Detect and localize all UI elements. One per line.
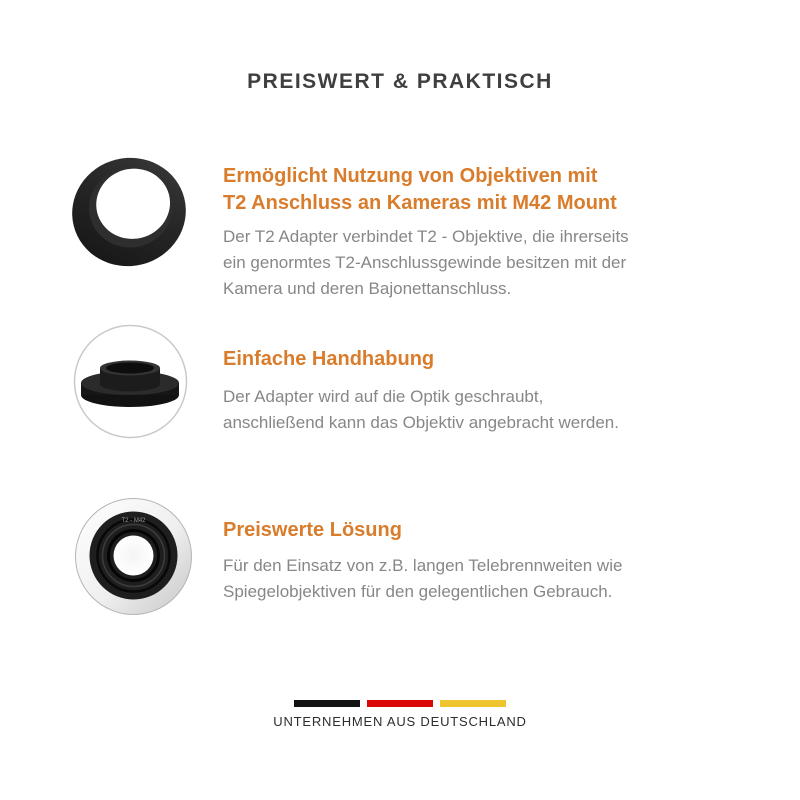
flag-bar-black xyxy=(294,700,360,707)
adapter-side-profile-photo xyxy=(73,324,188,439)
flag-bar-red xyxy=(367,700,433,707)
section-3-heading xyxy=(223,517,743,544)
section-body-line: Der Adapter wird auf die Optik geschraubt, xyxy=(223,387,544,406)
adapter-ring-angled-icon xyxy=(68,153,190,271)
adapter-front-view-photo xyxy=(75,498,192,615)
section-heading-line: T2 Anschluss an Kameras mit M42 Mount xyxy=(223,192,617,214)
section-1-heading xyxy=(223,163,743,217)
adapter-engraving-label: T2 - M42 xyxy=(121,518,146,524)
section-heading-line: Ermöglicht Nutzung von Objektiven mit xyxy=(223,165,598,187)
section-heading-line: Einfache Handhabung xyxy=(223,348,435,370)
section-1-body xyxy=(223,224,743,302)
flag-bar-gold xyxy=(440,700,506,707)
adapter-side-profile-icon xyxy=(73,324,188,439)
footer-label: UNTERNEHMEN AUS DEUTSCHLAND xyxy=(273,714,527,729)
section-body-line: Spiegelobjektiven für den gelegentlichen Gebrauch. xyxy=(223,582,613,601)
section-2-heading xyxy=(223,346,743,373)
section-body-line: ein genormtes T2-Anschlussgewinde besitzen mit der xyxy=(223,253,627,272)
section-body-line: Der T2 Adapter verbindet T2 - Objektive, die ihrerseits xyxy=(223,227,629,246)
section-body-line: anschließend kann das Objektiv angebracht werden. xyxy=(223,413,619,432)
section-3-body xyxy=(223,553,743,605)
section-body-line: Für den Einsatz von z.B. langen Telebrennweiten wie xyxy=(223,556,623,575)
adapter-front-view-icon xyxy=(75,498,192,615)
german-flag-bars xyxy=(0,700,800,707)
section-2-body xyxy=(223,384,743,436)
page-title: PREISWERT & PRAKTISCH xyxy=(247,70,553,93)
adapter-angled-photo xyxy=(68,153,190,271)
section-body-line: Kamera und deren Bajonettanschluss. xyxy=(223,279,512,298)
section-heading-line: Preiswerte Lösung xyxy=(223,519,402,541)
